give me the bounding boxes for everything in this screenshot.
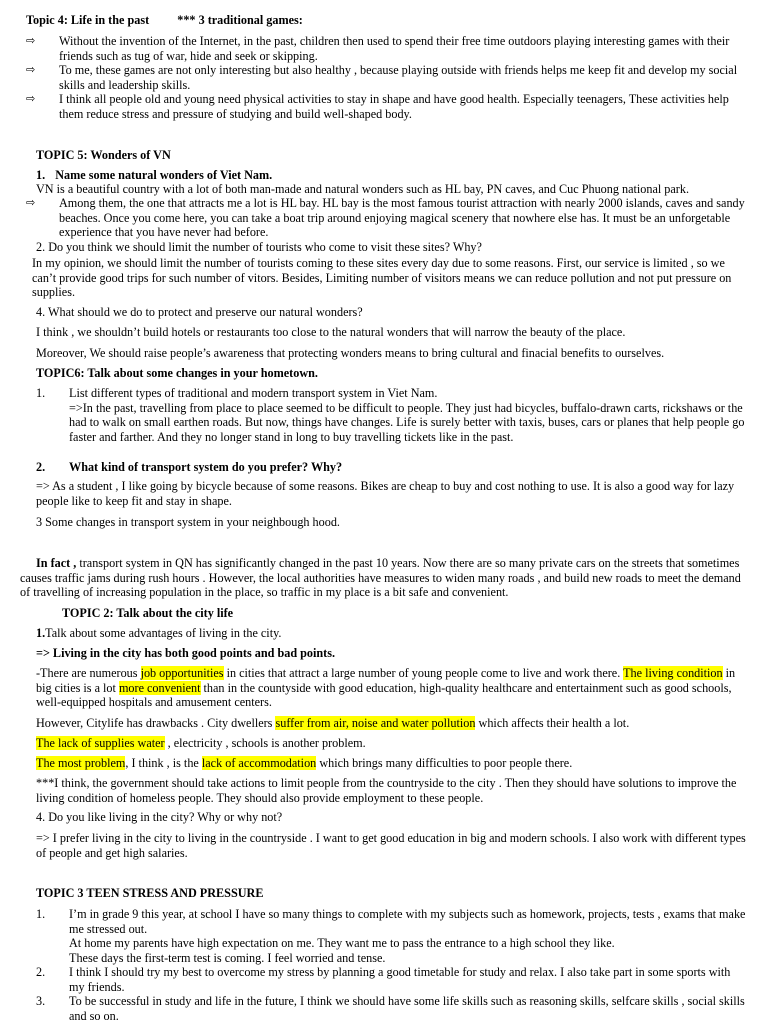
topic4-heading	[26, 13, 303, 28]
topic6-item-1-answer: =>In the past, travelling from place to place seemed to be difficult to people. They just had bicycles, buffalo-drawn carts, rickshaws or the had to walk on small earthen roads. But now, things have changes. Life is surely better with taxis, buses, cars or planes that help people go faster and farther. And they no longer stand in long to buy travelling tickets like in the past.	[69, 400, 745, 444]
list-number: 2.	[36, 965, 46, 979]
list-number: 3.	[36, 994, 46, 1008]
topic6-item-2-question: What kind of transport system do you prefer? Why?	[69, 460, 343, 474]
topic2-most-problem: The most problem, I think , is the lack of accommodation which brings many difficulties to poor people there.	[36, 756, 573, 770]
topic6-item-1	[69, 386, 749, 444]
topic2-heading: TOPIC 2: Talk about the city life	[62, 606, 234, 620]
topic2-answer-4: => I prefer living in the city to living in the countryside . I want to get good education in big and modern schools. I also work with different types of people and get high salaries.	[36, 831, 746, 860]
topic5-paragraph-2: In my opinion, we should limit the number of tourists coming to these sites every day due to some reasons. First, our service is limited , so we can’t provide good trips for such number of vitors. Besides, Limiting number of visitors means we can reduce pollution and not put pressure on supplies.	[32, 256, 732, 300]
topic5-paragraph-3: I think , we shouldn’t build hotels or restaurants too close to the natural wonders that will narrow the beauty of the place.	[36, 325, 626, 339]
topic4-subtitle: *** 3 traditional games:	[177, 13, 303, 27]
topic5-question-1: 1. Name some natural wonders of Viet Nam.	[36, 168, 273, 182]
topic3-item-2: I think I should try my best to overcome my stress by planning a good timetable for study and relax. I also take part in some sports with my friends.	[69, 965, 731, 994]
topic6-item-2-answer: => As a student , I like going by bicycle because of some reasons. Bikes are cheap to buy and cost nothing to use. It is also a good way for lazy people like to keep fit and stay in shape.	[36, 479, 735, 508]
topic4-bullet-1: Without the invention of the Internet, in the past, children then used to spend their free time outdoors playing interesting games with their friends such as tug of war, hide and seek or skipping.	[59, 34, 730, 63]
arrow-icon: ⇨	[26, 34, 36, 47]
list-number: 1.	[36, 907, 46, 921]
highlight: The lack of supplies water	[36, 736, 165, 750]
topic2-lack-supplies: The lack of supplies water , electricity , schools is another problem.	[36, 736, 366, 750]
topic2-question-4: 4. Do you like living in the city? Why or why not?	[36, 810, 283, 824]
topic4-bullet-2: To me, these games are not only interesting but also healthy , because playing outside with friends helps me keep fit and develop my social skills and leadership skills.	[59, 63, 738, 92]
topic5-paragraph-4: Moreover, We should raise people’s awareness that protecting wonders means to bring cultural and finacial benefits to ourselves.	[36, 346, 665, 360]
topic2-drawbacks: However, Citylife has drawbacks . City dwellers suffer from air, noise and water pollution which affects their health a lot.	[36, 716, 630, 730]
topic5-question-4: 4. What should we do to protect and preserve our natural wonders?	[36, 305, 363, 319]
highlight: suffer from air, noise and water pollution	[275, 716, 476, 730]
topic6-item-1-question: List different types of traditional and modern transport system in Viet Nam.	[69, 386, 438, 400]
highlight: The living condition	[623, 666, 723, 680]
topic5-paragraph-1: VN is a beautiful country with a lot of both man-made and natural wonders such as HL bay, PN caves, and Cuc Phuong national park.	[36, 182, 689, 196]
topic2-advantages: -There are numerous job opportunities in cities that attract a large number of young people come to live and work there. The living condition in big cities is a lot more convenient than in the countyside with good education, high-quality healthcare and entertainment such as good schools, well-equipped hospitals and amusement centers.	[36, 666, 736, 710]
topic3-heading: TOPIC 3 TEEN STRESS AND PRESSURE	[36, 886, 264, 900]
highlight: more convenient	[118, 680, 201, 695]
topic5-question-2: 2. Do you think we should limit the number of tourists who come to visit these sites? Why?	[36, 240, 482, 254]
topic5-bullet-1: Among them, the one that attracts me a lot is HL bay. HL bay is the most famous tourist attraction with nearly 2000 islands, caves and sandy beaches. Once you come here, you can take a boat trip around enjoying magical scenery that nowhere else has. It must be an unforgetable experience that you have never had before.	[59, 196, 745, 240]
highlight: The most problem	[36, 756, 126, 770]
topic5-heading: TOPIC 5: Wonders of VN	[36, 148, 171, 162]
highlight: job opportunities	[140, 666, 224, 680]
topic2-government: ***I think, the government should take actions to limit people from the countryside to the city . Then they should have solutions to improve the living condition of homeless people. They should also provide employment to these people.	[36, 776, 737, 805]
topic3-item-1: I’m in grade 9 this year, at school I have so many things to complete with my subjects such as homework, projects, tests , exams that make me stressed out. At home my parents have high expectation on me. They want me to pass the entrance to a high school they like. These days the first-term test is coming. I feel worried and tense.	[69, 907, 746, 965]
list-number: 2.	[36, 460, 46, 474]
topic6-infact-paragraph: In fact , transport system in QN has significantly changed in the past 10 years. Now there are so many private cars on the streets that sometimes causes traffic jams during rush hours . However, the local authorities have measures to widen many roads , and build new roads to meet the demand of travelling of increasing population in the place, so traffic in my place is a bit safe and convenient.	[20, 556, 741, 600]
topic6-heading: TOPIC6: Talk about some changes in your hometown.	[36, 366, 318, 380]
topic4-title: Topic 4: Life in the past	[26, 13, 150, 27]
arrow-icon: ⇨	[26, 92, 36, 105]
list-number: 1.	[36, 386, 46, 400]
topic2-question-1: 1.Talk about some advantages of living in the city.	[36, 626, 282, 640]
highlight: lack of accommodation	[201, 756, 317, 770]
topic4-bullet-3: I think all people old and young need physical activities to stay in shape and have good health. Especially teenagers, These activities help them reduce stress and pressure of studying and build well-shaped body.	[59, 92, 729, 121]
arrow-icon: ⇨	[26, 63, 36, 76]
arrow-icon: ⇨	[26, 196, 36, 209]
topic6-item-3: 3 Some changes in transport system in your neighbough hood.	[36, 515, 340, 529]
topic3-item-3: To be successful in study and life in the future, I think we should have some life skills such as reasoning skills, selfcare skills , social skills and so on.	[69, 994, 745, 1023]
topic2-lead: => Living in the city has both good points and bad points.	[36, 646, 336, 660]
